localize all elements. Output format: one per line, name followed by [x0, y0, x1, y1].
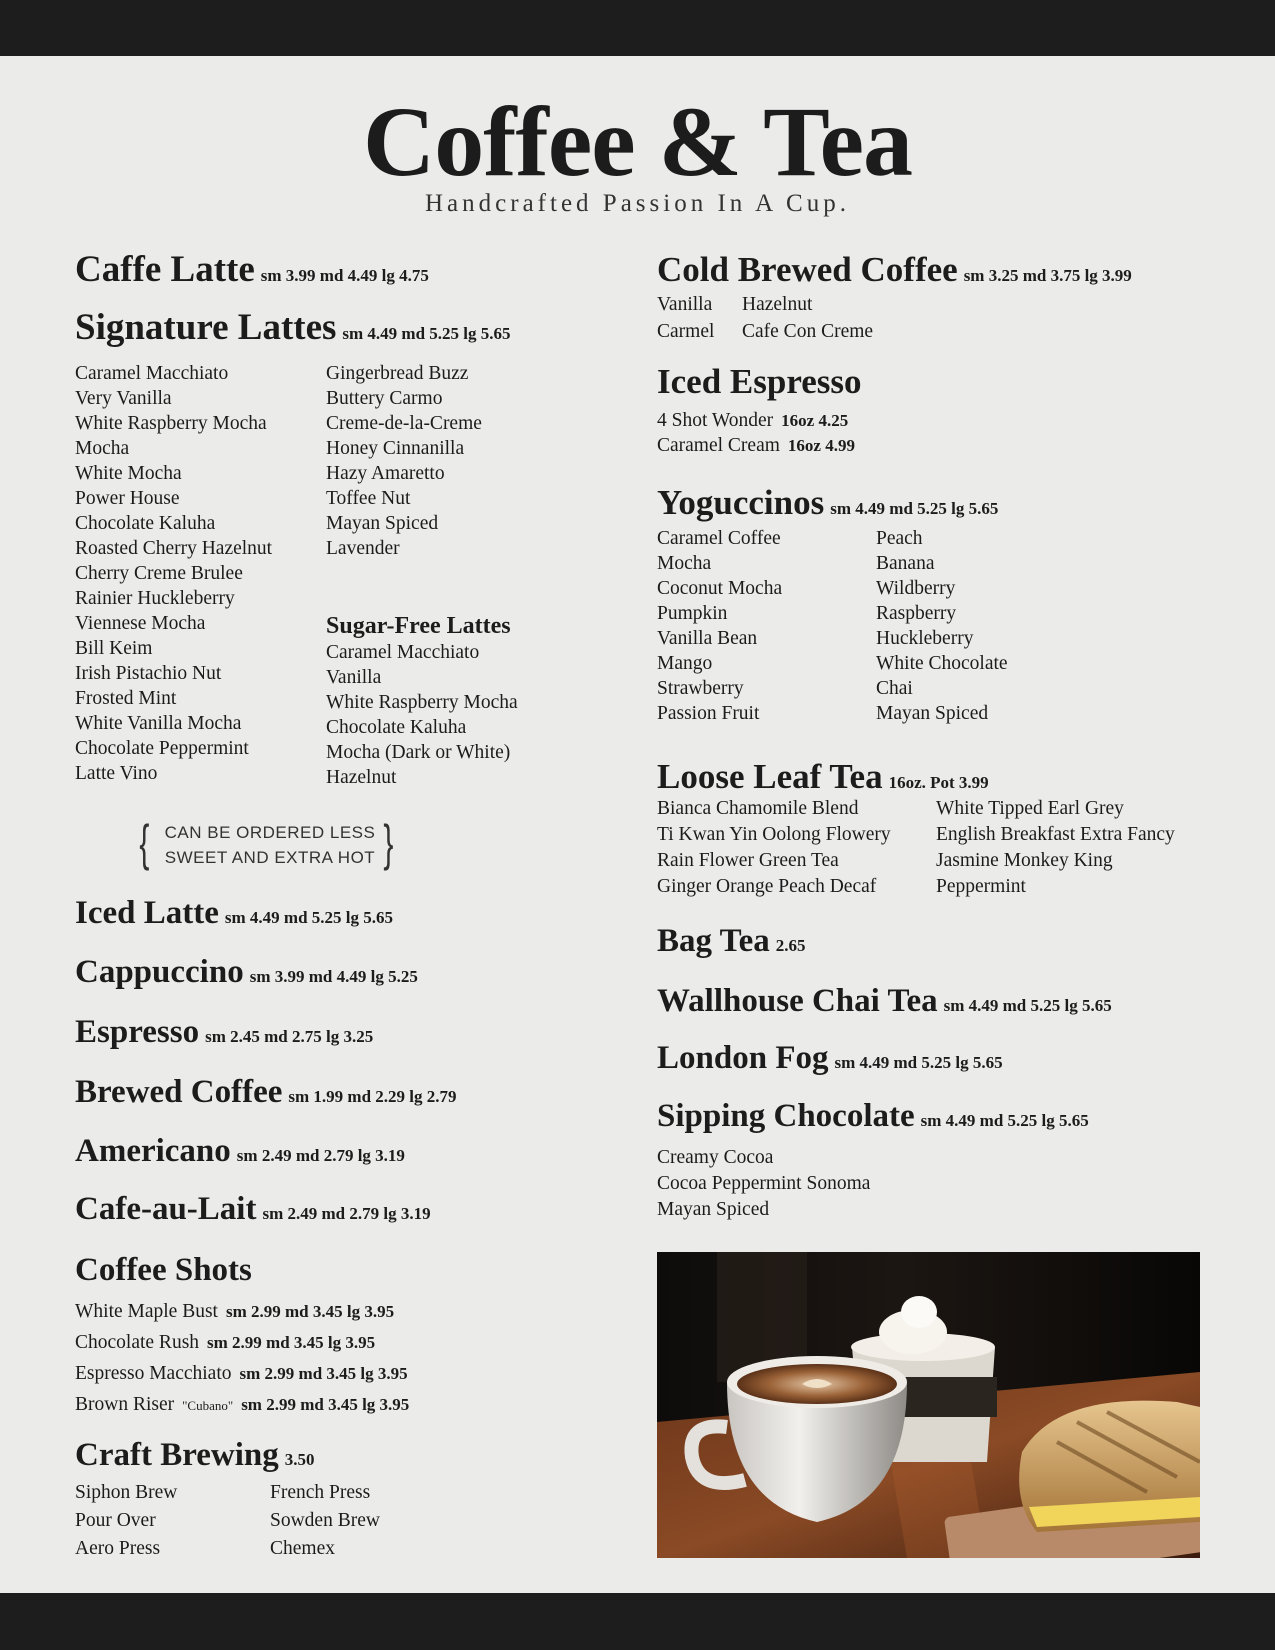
brewed-coffee-heading	[75, 1072, 457, 1117]
list-item: Creme-de-la-Creme	[326, 413, 482, 434]
list-item: Cherry Creme Brulee	[75, 563, 243, 584]
right-brace-icon: }	[383, 815, 394, 871]
sipping-chocolate-heading	[657, 1096, 1089, 1141]
list-item: White Tipped Earl Grey	[936, 798, 1124, 819]
signature-lattes-price: sm 4.49 md 5.25 lg 5.65	[342, 324, 511, 343]
london-fog-heading	[657, 1038, 1003, 1083]
list-item: Wildberry	[876, 578, 956, 599]
list-item: Latte Vino	[75, 763, 158, 784]
iced-espresso-name: 4 Shot Wonder	[657, 410, 774, 431]
shot-price: sm 2.99 md 3.45 lg 3.95	[241, 1395, 410, 1414]
list-item: Honey Cinnanilla	[326, 438, 465, 459]
cold-brew-col2	[742, 291, 873, 345]
list-item: Creamy Cocoa	[657, 1147, 774, 1168]
iced-espresso-price: 16oz 4.99	[787, 436, 855, 455]
loose-leaf-col2	[936, 796, 1175, 900]
list-item: Ti Kwan Yin Oolong Flowery	[657, 824, 891, 845]
list-item: Lavender	[326, 538, 400, 559]
list-item: Vanilla	[326, 667, 382, 688]
list-item: Coconut Mocha	[657, 578, 783, 599]
drink-name: Americano	[75, 1133, 231, 1169]
list-item: Irish Pistachio Nut	[75, 663, 222, 684]
list-item: Sowden Brew	[270, 1510, 380, 1531]
list-item: Mayan Spiced	[876, 703, 989, 724]
list-item: White Mocha	[75, 463, 182, 484]
list-item: Chemex	[270, 1538, 335, 1559]
list-item: Bill Keim	[75, 638, 153, 659]
list-item: Passion Fruit	[657, 703, 760, 724]
drink-name: Iced Latte	[75, 895, 219, 931]
list-item: Strawberry	[657, 678, 744, 699]
loose-leaf-name: Loose Leaf Tea	[657, 757, 883, 796]
list-item: Mango	[657, 653, 713, 674]
yoguccinos-name: Yoguccinos	[657, 483, 825, 522]
yoguccinos-heading	[657, 483, 998, 529]
list-item: Ginger Orange Peach Decaf	[657, 876, 877, 897]
cold-brew-col1	[657, 291, 714, 345]
cold-brew-heading	[657, 250, 1132, 296]
list-item: White Raspberry Mocha	[326, 692, 518, 713]
list-item: Pumpkin	[657, 603, 728, 624]
list-item: Peppermint	[936, 876, 1026, 897]
list-item: Carmel	[657, 321, 715, 342]
iced-espresso-heading: Iced Espresso	[657, 362, 862, 401]
london-fog-price: sm 4.49 md 5.25 lg 5.65	[834, 1053, 1003, 1072]
list-item	[657, 433, 855, 458]
list-item: White Vanilla Mocha	[75, 713, 242, 734]
list-item: Aero Press	[75, 1538, 161, 1559]
cappuccino-heading	[75, 952, 418, 997]
list-item: Hazy Amaretto	[326, 463, 445, 484]
sipping-chocolate-price: sm 4.49 md 5.25 lg 5.65	[920, 1111, 1089, 1130]
list-item: Cafe Con Creme	[742, 321, 874, 342]
bag-tea-heading	[657, 921, 806, 966]
list-item: Viennese Mocha	[75, 613, 206, 634]
caffe-latte-heading	[75, 250, 429, 296]
list-item: Mocha (Dark or White)	[326, 742, 511, 763]
list-item: Mayan Spiced	[326, 513, 439, 534]
list-item: Jasmine Monkey King	[936, 850, 1113, 871]
shot-price: sm 2.99 md 3.45 lg 3.95	[239, 1364, 408, 1383]
order-note-line2: SWEET AND EXTRA HOT	[164, 848, 376, 867]
list-item: Chai	[876, 678, 913, 699]
list-item: White Chocolate	[876, 653, 1008, 674]
loose-leaf-price: 16oz. Pot 3.99	[888, 773, 989, 792]
coffee-shots-list	[75, 1296, 409, 1421]
left-brace-icon: {	[139, 815, 150, 871]
list-item: Rainier Huckleberry	[75, 588, 235, 609]
iced-espresso-price: 16oz 4.25	[781, 411, 849, 430]
drink-name: Brewed Coffee	[75, 1074, 283, 1110]
coffee-shots-heading: Coffee Shots	[75, 1252, 252, 1288]
drink-name: Cafe-au-Lait	[75, 1191, 257, 1227]
list-item: English Breakfast Extra Fancy	[936, 824, 1175, 845]
top-bar	[0, 0, 1275, 56]
list-item: Gingerbread Buzz	[326, 363, 469, 384]
craft-brewing-name: Craft Brewing	[75, 1437, 279, 1473]
tagline: Handcrafted Passion In A Cup.	[425, 190, 850, 217]
loose-leaf-col1	[657, 796, 891, 900]
shot-note: "Cubano"	[182, 1398, 234, 1413]
list-item: Chocolate Kaluha	[326, 717, 467, 738]
coffee-photo-illustration	[657, 1252, 1200, 1558]
craft-brewing-heading	[75, 1435, 315, 1480]
list-item: Frosted Mint	[75, 688, 177, 709]
espresso-heading	[75, 1012, 373, 1057]
drink-name: Espresso	[75, 1014, 200, 1050]
coffee-cup-and-panini-photo	[657, 1252, 1200, 1558]
drink-name: Cappuccino	[75, 954, 244, 990]
sipping-chocolate-name: Sipping Chocolate	[657, 1098, 915, 1134]
shot-name: Chocolate Rush	[75, 1332, 200, 1353]
list-item: Caramel Macchiato	[75, 363, 229, 384]
craft-brewing-col2	[270, 1479, 380, 1563]
drink-price: sm 2.49 md 2.79 lg 3.19	[262, 1204, 431, 1223]
list-item: Mocha	[75, 438, 130, 459]
craft-brewing-col1	[75, 1479, 177, 1563]
iced-latte-heading	[75, 893, 393, 938]
yoguccinos-col1	[657, 526, 782, 726]
list-item: Siphon Brew	[75, 1482, 178, 1503]
caffe-latte-name: Caffe Latte	[75, 249, 255, 290]
shot-price: sm 2.99 md 3.45 lg 3.95	[225, 1302, 395, 1321]
bag-tea-price: 2.65	[775, 936, 806, 955]
drink-price: sm 4.49 md 5.25 lg 5.65	[224, 908, 394, 927]
london-fog-name: London Fog	[657, 1040, 829, 1076]
bag-tea-name: Bag Tea	[657, 923, 770, 959]
order-note-line1: CAN BE ORDERED LESS	[164, 823, 376, 842]
drink-price: sm 3.99 md 4.49 lg 5.25	[249, 967, 418, 986]
list-item: Power House	[75, 488, 180, 509]
drink-price: sm 2.49 md 2.79 lg 3.19	[236, 1146, 405, 1165]
cold-brew-name: Cold Brewed Coffee	[657, 250, 958, 289]
cold-brew-price: sm 3.25 md 3.75 lg 3.99	[963, 266, 1132, 285]
list-item: Banana	[876, 553, 935, 574]
signature-lattes-col1	[75, 361, 272, 786]
list-item: Chocolate Kaluha	[75, 513, 216, 534]
list-item: Mocha	[657, 553, 712, 574]
shot-name: Espresso Macchiato	[75, 1363, 232, 1384]
chai-name: Wallhouse Chai Tea	[657, 983, 938, 1019]
bottom-bar	[0, 1593, 1275, 1650]
chai-heading	[657, 981, 1112, 1026]
sipping-chocolate-list	[657, 1145, 870, 1223]
americano-heading	[75, 1131, 405, 1176]
list-item: French Press	[270, 1482, 371, 1503]
yoguccinos-price: sm 4.49 md 5.25 lg 5.65	[830, 499, 999, 518]
sugar-free-heading: Sugar-Free Lattes	[326, 613, 511, 639]
list-item: Chocolate Peppermint	[75, 738, 249, 759]
craft-brewing-price: 3.50	[284, 1450, 315, 1469]
yoguccinos-col2	[876, 526, 1008, 726]
order-note	[160, 820, 380, 870]
list-item	[75, 1296, 409, 1327]
list-item: Raspberry	[876, 603, 957, 624]
drink-price: sm 2.45 md 2.75 lg 3.25	[205, 1027, 374, 1046]
list-item: Hazelnut	[742, 294, 813, 315]
signature-lattes-heading	[75, 308, 511, 354]
list-item: Toffee Nut	[326, 488, 411, 509]
list-item: Roasted Cherry Hazelnut	[75, 538, 273, 559]
list-item: Caramel Coffee	[657, 528, 781, 549]
shot-price: sm 2.99 md 3.45 lg 3.95	[207, 1333, 376, 1352]
list-item: Mayan Spiced	[657, 1199, 770, 1220]
list-item: Hazelnut	[326, 767, 397, 788]
list-item: Very Vanilla	[75, 388, 172, 409]
page-title: Coffee & Tea	[363, 86, 912, 197]
list-item: Huckleberry	[876, 628, 974, 649]
list-item: Rain Flower Green Tea	[657, 850, 839, 871]
list-item: Caramel Macchiato	[326, 642, 480, 663]
list-item: Bianca Chamomile Blend	[657, 798, 859, 819]
chai-price: sm 4.49 md 5.25 lg 5.65	[943, 996, 1112, 1015]
signature-lattes-col2	[326, 361, 482, 561]
list-item: Vanilla Bean	[657, 628, 758, 649]
iced-espresso-list	[657, 408, 855, 458]
shot-name: White Maple Bust	[75, 1301, 218, 1322]
list-item: Vanilla	[657, 294, 713, 315]
list-item	[657, 408, 855, 433]
sugar-free-list	[326, 640, 518, 790]
list-item: Cocoa Peppermint Sonoma	[657, 1173, 871, 1194]
list-item	[75, 1358, 409, 1389]
list-item: Peach	[876, 528, 923, 549]
list-item: Pour Over	[75, 1510, 156, 1531]
list-item	[75, 1327, 409, 1358]
list-item	[75, 1389, 409, 1421]
list-item: White Raspberry Mocha	[75, 413, 267, 434]
list-item: Buttery Carmo	[326, 388, 443, 409]
cafe-au-lait-heading	[75, 1189, 431, 1234]
iced-espresso-name: Caramel Cream	[657, 435, 780, 456]
drink-price: sm 1.99 md 2.29 lg 2.79	[288, 1087, 457, 1106]
shot-name: Brown Riser	[75, 1394, 175, 1415]
caffe-latte-price: sm 3.99 md 4.49 lg 4.75	[260, 266, 429, 285]
signature-lattes-name: Signature Lattes	[75, 307, 337, 348]
